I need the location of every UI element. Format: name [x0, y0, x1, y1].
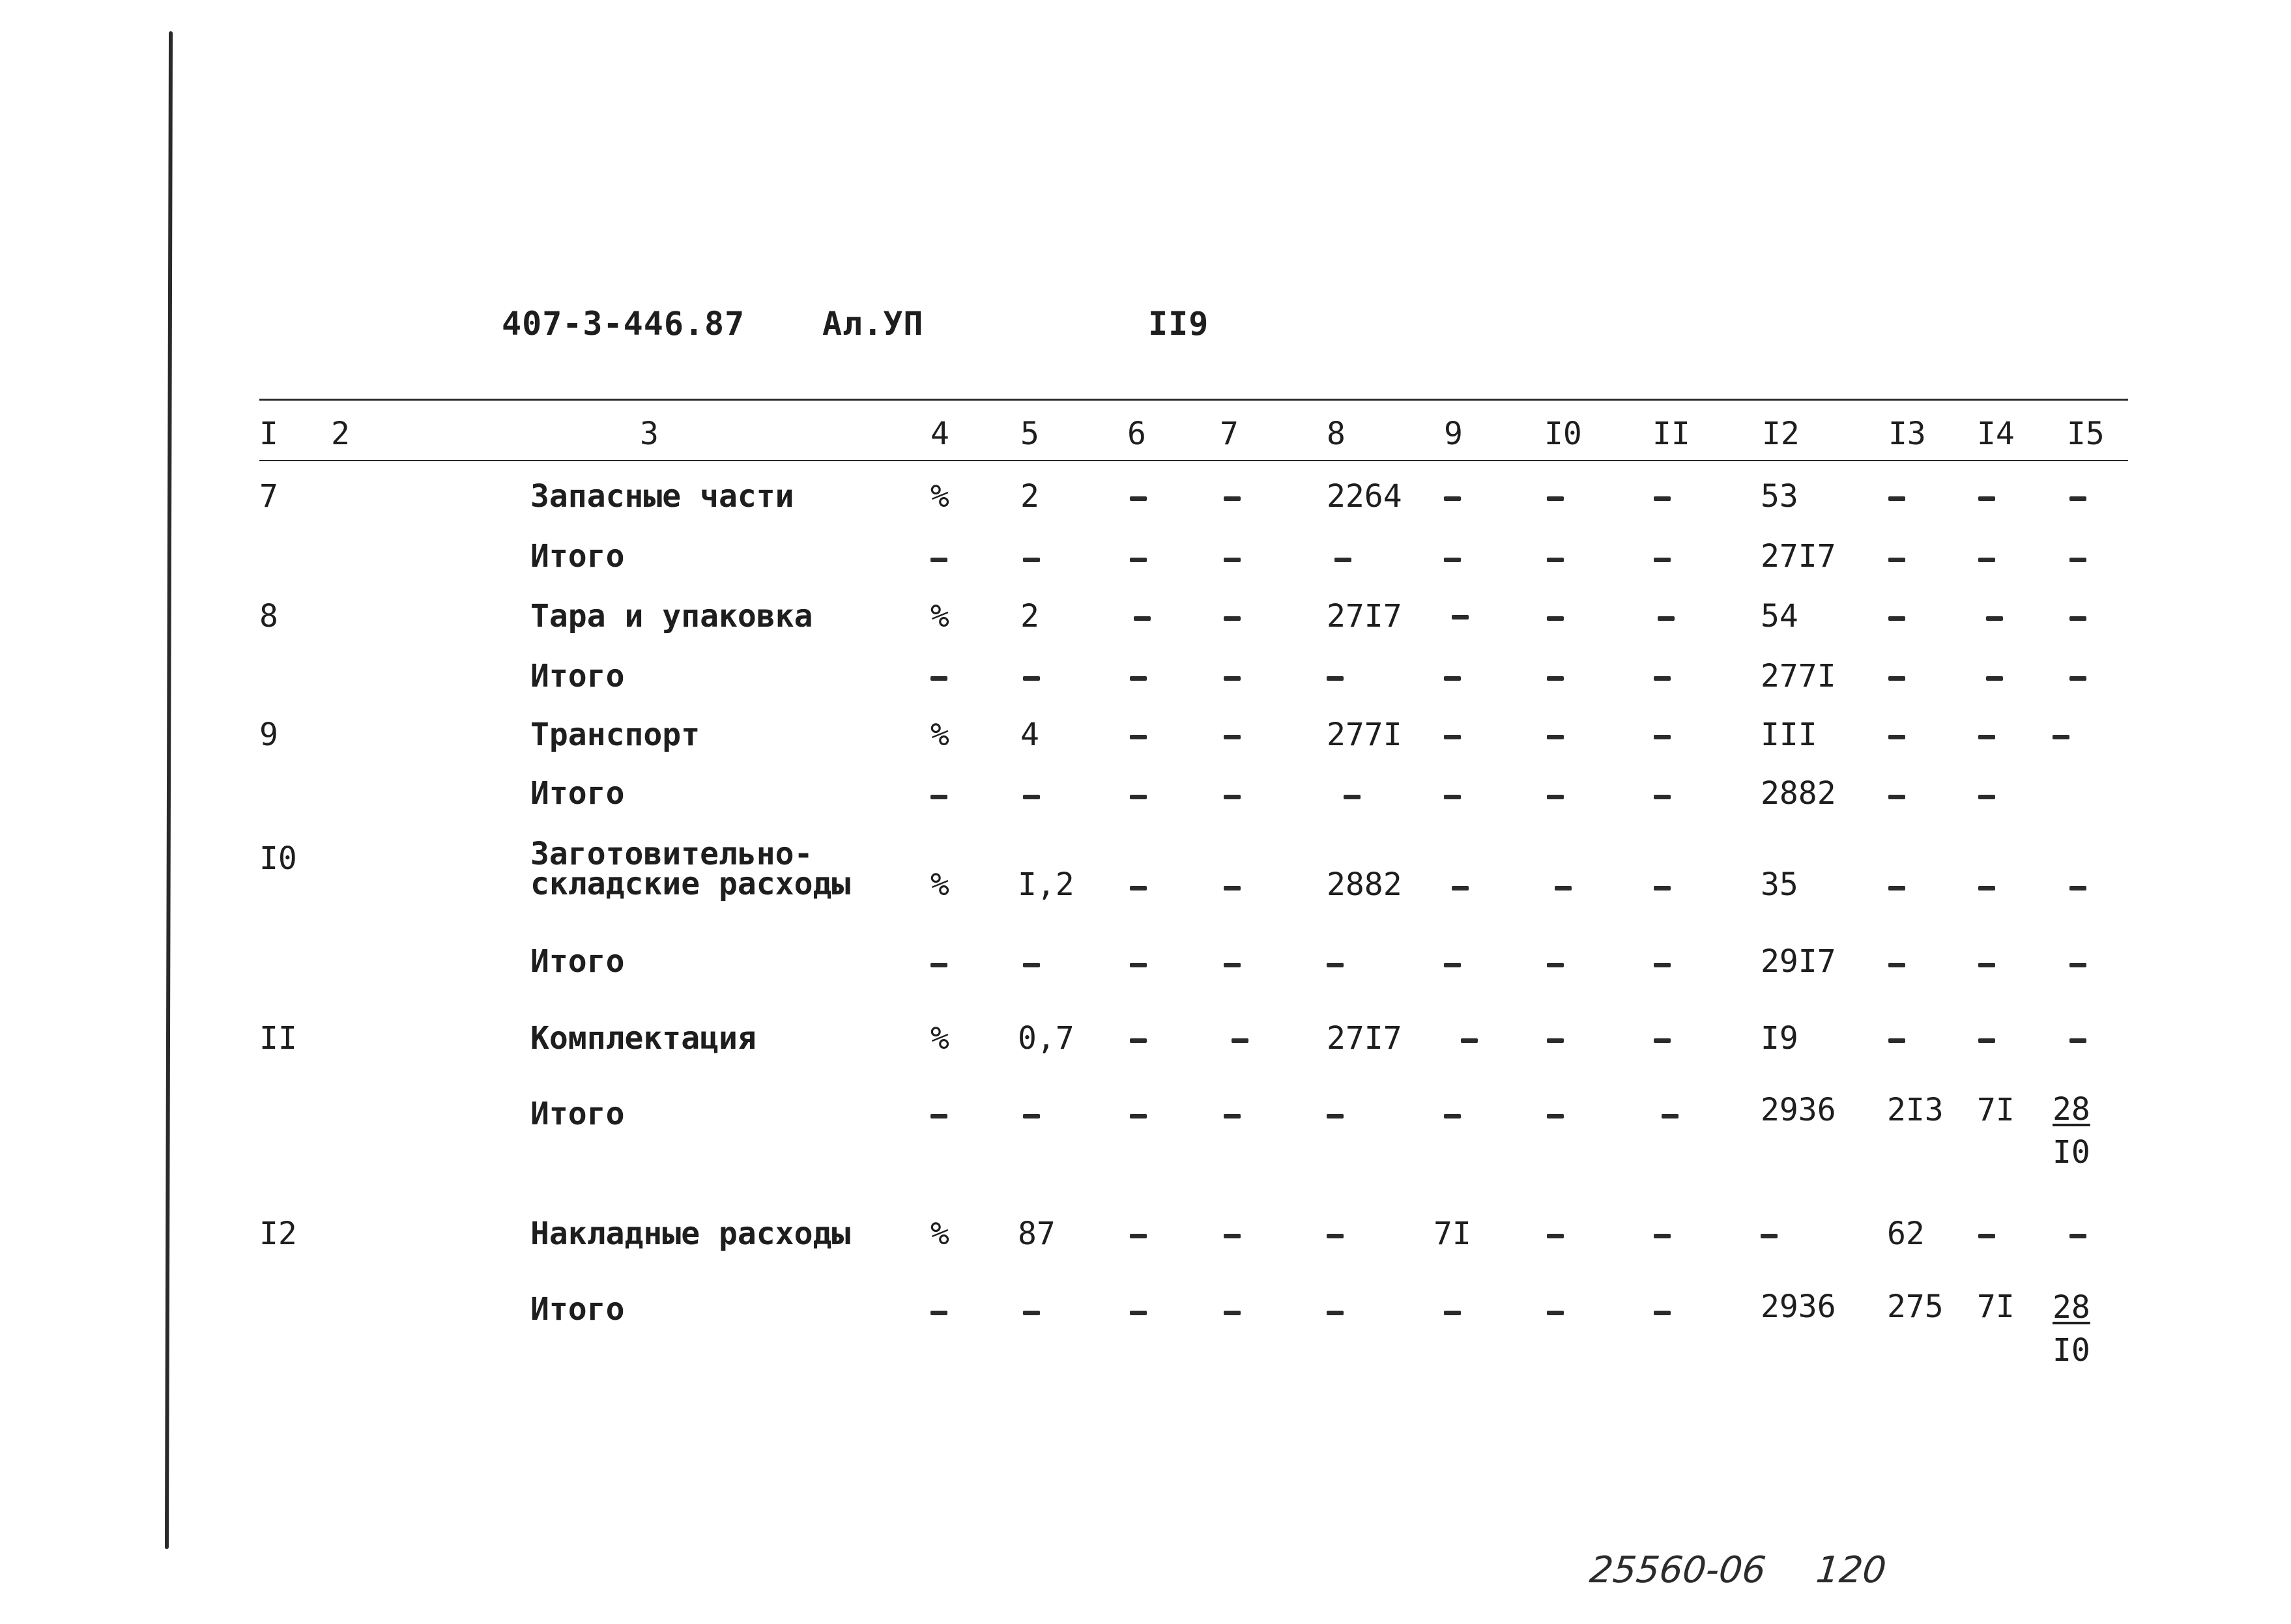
column-header: II	[1652, 416, 1690, 452]
dash	[1224, 1234, 1241, 1238]
stamp-code: 25560-06	[1587, 1549, 1768, 1591]
dash	[1978, 795, 1995, 799]
dash	[1978, 558, 1995, 562]
value-cell: 7I	[1977, 1289, 2015, 1325]
dash	[1130, 886, 1147, 890]
dash	[1654, 558, 1671, 562]
rate-cell: 87	[1018, 1216, 1056, 1252]
column-header: I	[259, 416, 278, 452]
rate-cell: 4	[1020, 717, 1039, 753]
value-cell: 53	[1761, 478, 1798, 515]
dash	[1888, 886, 1905, 890]
row-number: I0	[259, 840, 297, 877]
value-cell: 2882	[1761, 775, 1836, 812]
dash	[1224, 558, 1241, 562]
dash	[1224, 676, 1241, 681]
dash	[1547, 1114, 1564, 1118]
fraction-cell	[2053, 1088, 2090, 1174]
fraction-denominator: I0	[2053, 1134, 2090, 1171]
dash	[1978, 496, 1995, 501]
dash	[1547, 1311, 1564, 1315]
dash	[930, 676, 947, 681]
column-header: I4	[1977, 416, 2015, 452]
dash	[1452, 886, 1469, 890]
table-header-rule	[259, 460, 2128, 461]
row-number: I2	[259, 1216, 297, 1252]
row-number: 8	[259, 598, 278, 634]
dash	[1654, 1038, 1671, 1043]
rate-cell: 2	[1020, 478, 1039, 515]
dash	[2069, 886, 2086, 890]
dash	[1978, 1234, 1995, 1238]
dash	[1327, 1114, 1344, 1118]
fraction-cell	[2053, 1286, 2090, 1372]
dash	[1327, 1311, 1344, 1315]
dash	[1547, 616, 1564, 621]
dash	[1327, 676, 1344, 681]
dash	[1224, 886, 1241, 890]
dash	[1224, 1114, 1241, 1118]
dash	[1978, 963, 1995, 967]
column-header: I5	[2067, 416, 2105, 452]
dash	[1654, 1234, 1671, 1238]
dash	[1444, 496, 1461, 501]
page-number: II9	[1148, 305, 1209, 343]
dash	[1452, 615, 1469, 620]
dash	[1654, 963, 1671, 967]
table-top-rule	[259, 399, 2128, 401]
row-label: Итого	[530, 1096, 625, 1132]
unit-cell: %	[930, 1216, 949, 1252]
stamp-number: 120	[1814, 1549, 1888, 1591]
row-label: Итого	[530, 943, 625, 980]
dash	[1888, 795, 1905, 799]
value-cell: 2882	[1327, 866, 1402, 903]
dash	[1654, 676, 1671, 681]
dash	[1547, 558, 1564, 562]
row-label: Накладные расходы	[530, 1216, 851, 1252]
row-label: Итого	[530, 538, 625, 575]
rate-cell: I,2	[1018, 866, 1074, 903]
value-cell: 27I7	[1327, 598, 1402, 634]
dash	[1978, 1038, 1995, 1043]
dash	[1888, 963, 1905, 967]
row-number: 9	[259, 717, 278, 753]
dash	[1023, 795, 1040, 799]
dash	[1130, 735, 1147, 739]
unit-cell: %	[930, 1020, 949, 1057]
unit-cell: %	[930, 478, 949, 515]
rate-cell: 2	[1020, 598, 1039, 634]
dash	[1130, 1038, 1147, 1043]
value-cell: 7I	[1434, 1216, 1471, 1252]
dash	[1888, 616, 1905, 621]
dash	[1224, 616, 1241, 621]
value-cell: 2936	[1761, 1092, 1836, 1128]
dash	[2069, 1234, 2086, 1238]
value-cell: 27I7	[1327, 1020, 1402, 1057]
row-label: Транспорт	[530, 717, 700, 753]
unit-cell: %	[930, 717, 949, 753]
row-label: Запасные части	[530, 478, 794, 515]
dash	[1654, 496, 1671, 501]
dash	[930, 963, 947, 967]
dash	[1658, 616, 1675, 621]
row-label: Итого	[530, 775, 625, 812]
value-cell: 7I	[1977, 1092, 2015, 1128]
dash	[1547, 795, 1564, 799]
dash	[1555, 886, 1572, 890]
dash	[1334, 558, 1351, 562]
dash	[2069, 963, 2086, 967]
document-code: 407-3-446.87	[502, 305, 745, 343]
row-label: Итого	[530, 658, 625, 694]
unit-cell: %	[930, 598, 949, 634]
row-number: 7	[259, 478, 278, 515]
value-cell: 27I7	[1761, 538, 1836, 575]
dash	[930, 1114, 947, 1118]
dash	[2053, 735, 2069, 739]
dash	[1232, 1038, 1248, 1043]
dash	[2069, 616, 2086, 621]
dash	[1023, 963, 1040, 967]
column-header: 8	[1327, 416, 1346, 452]
value-cell: III	[1761, 717, 1817, 753]
dash	[1444, 1114, 1461, 1118]
inventory-stamp	[1588, 1549, 1927, 1591]
column-header: I0	[1544, 416, 1582, 452]
dash	[1224, 795, 1241, 799]
dash	[1224, 735, 1241, 739]
value-cell: 62	[1887, 1216, 1925, 1252]
dash	[1986, 616, 2003, 621]
dash	[1327, 1234, 1344, 1238]
dash	[1978, 735, 1995, 739]
row-label: Тара и упаковка	[530, 598, 813, 634]
dash	[1130, 676, 1147, 681]
dash	[2069, 1038, 2086, 1043]
dash	[1134, 616, 1151, 621]
unit-cell: %	[930, 866, 949, 903]
fraction-numerator: 28	[2053, 1289, 2090, 1326]
fraction-denominator: I0	[2053, 1332, 2090, 1369]
binding-margin-line	[165, 31, 173, 1549]
dash	[1023, 1114, 1040, 1118]
dash	[1547, 735, 1564, 739]
dash	[1654, 735, 1671, 739]
fraction-numerator: 28	[2053, 1091, 2090, 1128]
value-cell: 2264	[1327, 478, 1402, 515]
sheet-label: Ал.УП	[822, 305, 924, 343]
dash	[1444, 735, 1461, 739]
dash	[1888, 735, 1905, 739]
dash	[1130, 963, 1147, 967]
column-header: 5	[1020, 416, 1039, 452]
value-cell: 2936	[1761, 1289, 1836, 1325]
dash	[1888, 558, 1905, 562]
column-header: 9	[1444, 416, 1463, 452]
dash	[1023, 676, 1040, 681]
dash	[1130, 558, 1147, 562]
dash	[2069, 496, 2086, 501]
dash	[1327, 963, 1344, 967]
dash	[930, 558, 947, 562]
dash	[1978, 886, 1995, 890]
value-cell: 29I7	[1761, 943, 1836, 980]
value-cell: 54	[1761, 598, 1798, 634]
dash	[1888, 496, 1905, 501]
row-label: Комплектация	[530, 1020, 756, 1057]
dash	[1130, 1234, 1147, 1238]
row-number: II	[259, 1020, 297, 1057]
column-header: 3	[640, 416, 659, 452]
dash	[1654, 886, 1671, 890]
dash	[1224, 496, 1241, 501]
value-cell: I9	[1761, 1020, 1798, 1057]
dash	[1547, 1234, 1564, 1238]
dash	[1461, 1038, 1478, 1043]
rate-cell: 0,7	[1018, 1020, 1074, 1057]
dash	[2069, 558, 2086, 562]
dash	[1547, 963, 1564, 967]
dash	[1344, 795, 1361, 799]
row-label: Заготовительно- складские расходы	[530, 836, 851, 902]
dash	[1662, 1114, 1679, 1118]
dash	[1547, 676, 1564, 681]
dash	[1444, 1311, 1461, 1315]
dash	[1023, 558, 1040, 562]
column-header: 7	[1220, 416, 1239, 452]
dash	[1444, 963, 1461, 967]
value-cell: 35	[1761, 866, 1798, 903]
dash	[1654, 1311, 1671, 1315]
dash	[1444, 795, 1461, 799]
column-header: I2	[1762, 416, 1800, 452]
row-label: Итого	[530, 1291, 625, 1328]
dash	[1547, 1038, 1564, 1043]
column-header: 2	[331, 416, 350, 452]
value-cell: 2I3	[1887, 1092, 1944, 1128]
dash	[1130, 795, 1147, 799]
dash	[1130, 1114, 1147, 1118]
dash	[1888, 676, 1905, 681]
dash	[1761, 1234, 1778, 1238]
dash	[1888, 1038, 1905, 1043]
dash	[1130, 1311, 1147, 1315]
dash	[1547, 496, 1564, 501]
dash	[1130, 496, 1147, 501]
dash	[1986, 676, 2003, 681]
value-cell: 277I	[1761, 658, 1836, 694]
dash	[2069, 676, 2086, 681]
column-header: I3	[1888, 416, 1926, 452]
dash	[1444, 558, 1461, 562]
column-header: 4	[930, 416, 949, 452]
column-header: 6	[1127, 416, 1146, 452]
dash	[1444, 676, 1461, 681]
dash	[1654, 795, 1671, 799]
dash	[1224, 963, 1241, 967]
dash	[930, 1311, 947, 1315]
dash	[1224, 1311, 1241, 1315]
dash	[1023, 1311, 1040, 1315]
value-cell: 277I	[1327, 717, 1402, 753]
value-cell: 275	[1887, 1289, 1944, 1325]
dash	[930, 795, 947, 799]
